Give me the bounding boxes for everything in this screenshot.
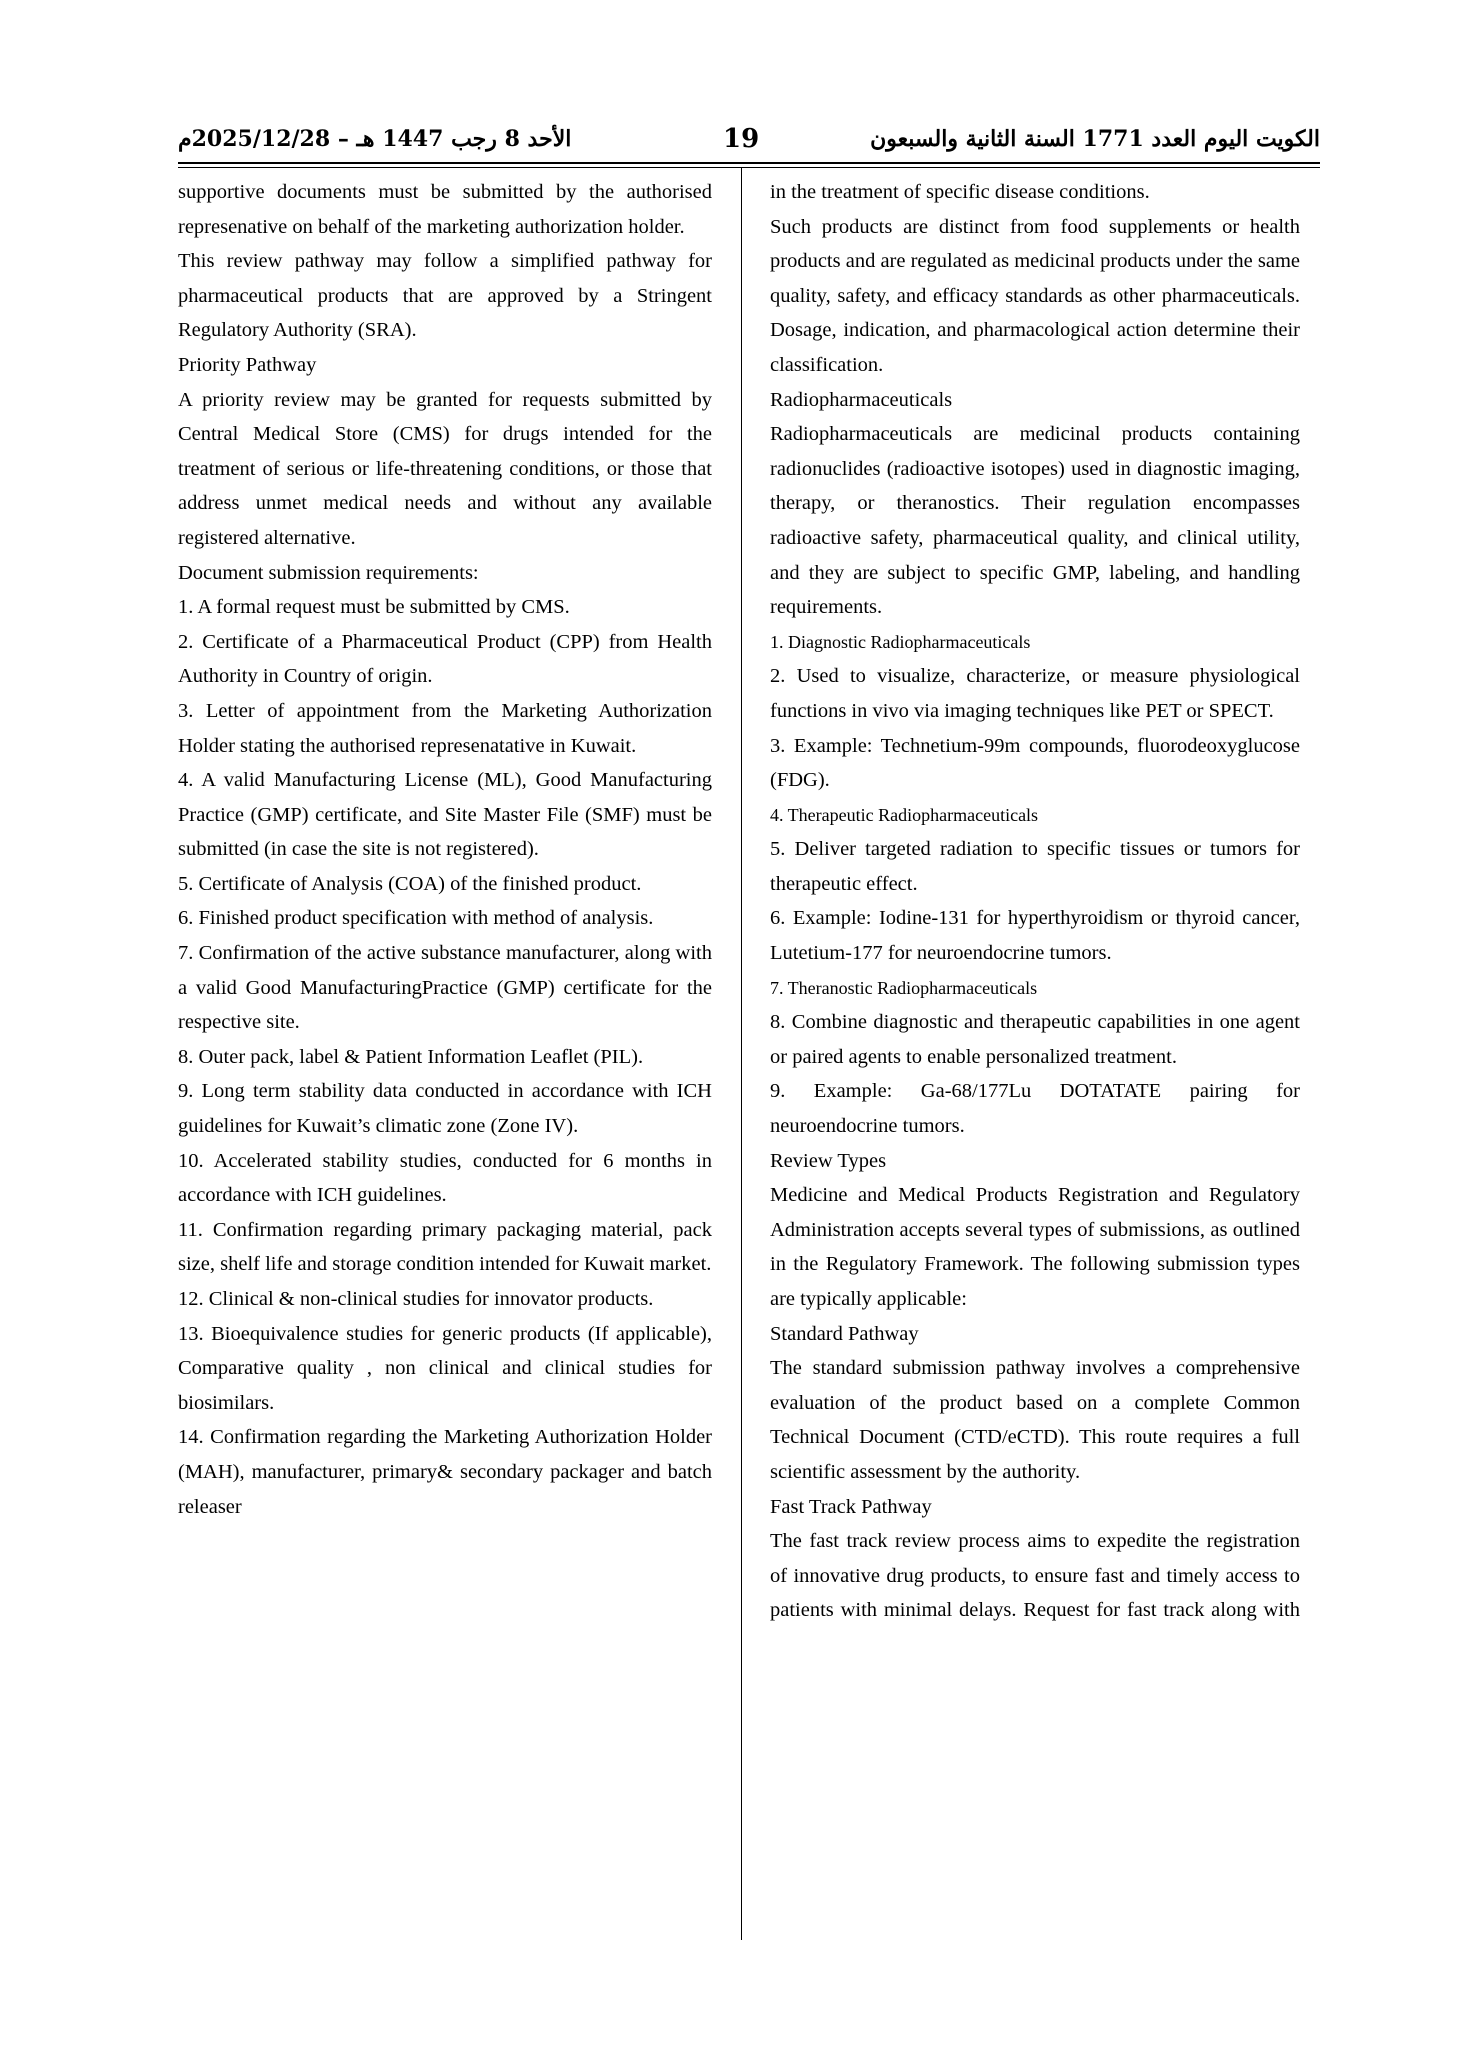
paragraph: Medicine and Medical Products Registration and Regulatory Administration accepts several types of submissions, as outlined in the Regulatory Framework. The following submission types are typically applicable: (770, 1184, 1300, 1310)
paragraph: in the treatment of specific disease conditions. (770, 181, 1150, 203)
publication-info: الكويت اليوم العدد 1771 السنة الثانية والسبعون (870, 126, 1320, 152)
list-item: 5. Certificate of Analysis (COA) of the finished product. (178, 872, 642, 895)
section-heading: Review Types (770, 1149, 887, 1172)
list-item: 11. Confirmation regarding primary packaging material, pack size, shelf life and storage condition intended for Kuwait market. (178, 1218, 712, 1276)
list-item: 2. Certificate of a Pharmaceutical Product (CPP) from Health Authority in Country of origin. (178, 630, 712, 688)
section-heading: Document submission requirements: (178, 561, 479, 584)
header-rule (178, 162, 1320, 164)
left-column (178, 175, 712, 1524)
section-heading: Fast Track Pathway (770, 1495, 932, 1518)
section-heading: Standard Pathway (770, 1322, 919, 1345)
list-item: 3. Letter of appointment from the Marketing Authorization Holder stating the authorised represenatative in Kuwait. (178, 699, 712, 757)
subheading: 7. Theranostic Radiopharmaceuticals (770, 977, 1038, 998)
paragraph: supportive documents must be submitted by the authorised represenative on behalf of the marketing authorization holder. (178, 181, 712, 238)
list-item: 3. Example: Technetium-99m compounds, fluorodeoxyglucose (FDG). (770, 734, 1300, 792)
list-item: 14. Confirmation regarding the Marketing Authorization Holder (MAH), manufacturer, primary& secondary packager and batch releaser (178, 1426, 712, 1518)
list-item: 6. Example: Iodine-131 for hyperthyroidism or thyroid cancer, Lutetium-177 for neuroendocrine tumors. (770, 907, 1300, 965)
paragraph: Such products are distinct from food supplements or health products and are regulated as medicinal products under the same quality, safety, and efficacy standards as other pharmaceuticals. Dosage, indication, and pharmacological action determine their classification. (770, 215, 1300, 376)
section-heading: Priority Pathway (178, 353, 317, 376)
subheading: 1. Diagnostic Radiopharmaceuticals (770, 631, 1031, 652)
list-item: 5. Deliver targeted radiation to specific tissues or tumors for therapeutic effect. (770, 838, 1300, 895)
list-item: 9. Long term stability data conducted in accordance with ICH guidelines for Kuwait’s climatic zone (Zone IV). (178, 1080, 712, 1138)
list-item: 12. Clinical & non-clinical studies for innovator products. (178, 1288, 654, 1310)
list-item: 9. Example: Ga-68/177Lu DOTATATE pairing for neuroendocrine tumors. (770, 1080, 1300, 1138)
paragraph: Radiopharmaceuticals are medicinal products containing radionuclides (radioactive isotopes) used in diagnostic imaging, therapy, or theranostics. Their regulation encompasses radioactive safety, pharmaceutical quality, and clinical utility, and they are subject to specific GMP, labeling, and handling requirements. (770, 423, 1300, 619)
paragraph: The standard submission pathway involves a comprehensive evaluation of the product based on a complete Common Technical Document (CTD/eCTD). This route requires a full scientific assessment by the authority. (770, 1357, 1300, 1483)
list-item: 8. Outer pack, label & Patient Information Leaflet (PIL). (178, 1045, 644, 1068)
list-item: 1. A formal request must be submitted by CMS. (178, 596, 570, 619)
list-item: 6. Finished product specification with method of analysis. (178, 907, 654, 930)
subheading: 4. Therapeutic Radiopharmaceuticals (770, 804, 1039, 825)
issue-date: الأحد 8 رجب 1447 هـ – 2025/12/28م (178, 126, 572, 152)
paragraph: The fast track review process aims to expedite the registration of innovative drug products, to ensure fast and timely access to patients with minimal delays. Request for fast track along with (770, 1530, 1300, 1622)
list-item: 13. Bioequivalence studies for generic products (If applicable), Comparative quality , non clinical and clinical studies for biosimilars. (178, 1322, 712, 1414)
list-item: 7. Confirmation of the active substance manufacturer, along with a valid Good ManufacturingPractice (GMP) certificate for the respective site. (178, 942, 712, 1034)
paragraph: A priority review may be granted for requests submitted by Central Medical Store (CMS) for drugs intended for the treatment of serious or life-threatening conditions, or those that address unmet medical needs and without any available registered alternative. (178, 388, 712, 549)
column-divider (741, 168, 742, 1940)
paragraph: This review pathway may follow a simplified pathway for pharmaceutical products that are approved by a Stringent Regulatory Authority (SRA). (178, 250, 712, 342)
right-column (770, 175, 1300, 1628)
header-rule-thin (178, 167, 1320, 168)
list-item: 4. A valid Manufacturing License (ML), Good Manufacturing Practice (GMP) certificate, and Site Master File (SMF) must be submitted (in case the site is not registered). (178, 769, 712, 861)
list-item: 8. Combine diagnostic and therapeutic capabilities in one agent or paired agents to enable personalized treatment. (770, 1011, 1300, 1068)
page-header (178, 126, 1320, 158)
list-item: 10. Accelerated stability studies, conducted for 6 months in accordance with ICH guidelines. (178, 1149, 712, 1207)
list-item: 2. Used to visualize, characterize, or measure physiological functions in vivo via imaging techniques like PET or SPECT. (770, 665, 1300, 722)
page-number: 19 (723, 124, 760, 154)
section-heading: Radiopharmaceuticals (770, 388, 953, 411)
